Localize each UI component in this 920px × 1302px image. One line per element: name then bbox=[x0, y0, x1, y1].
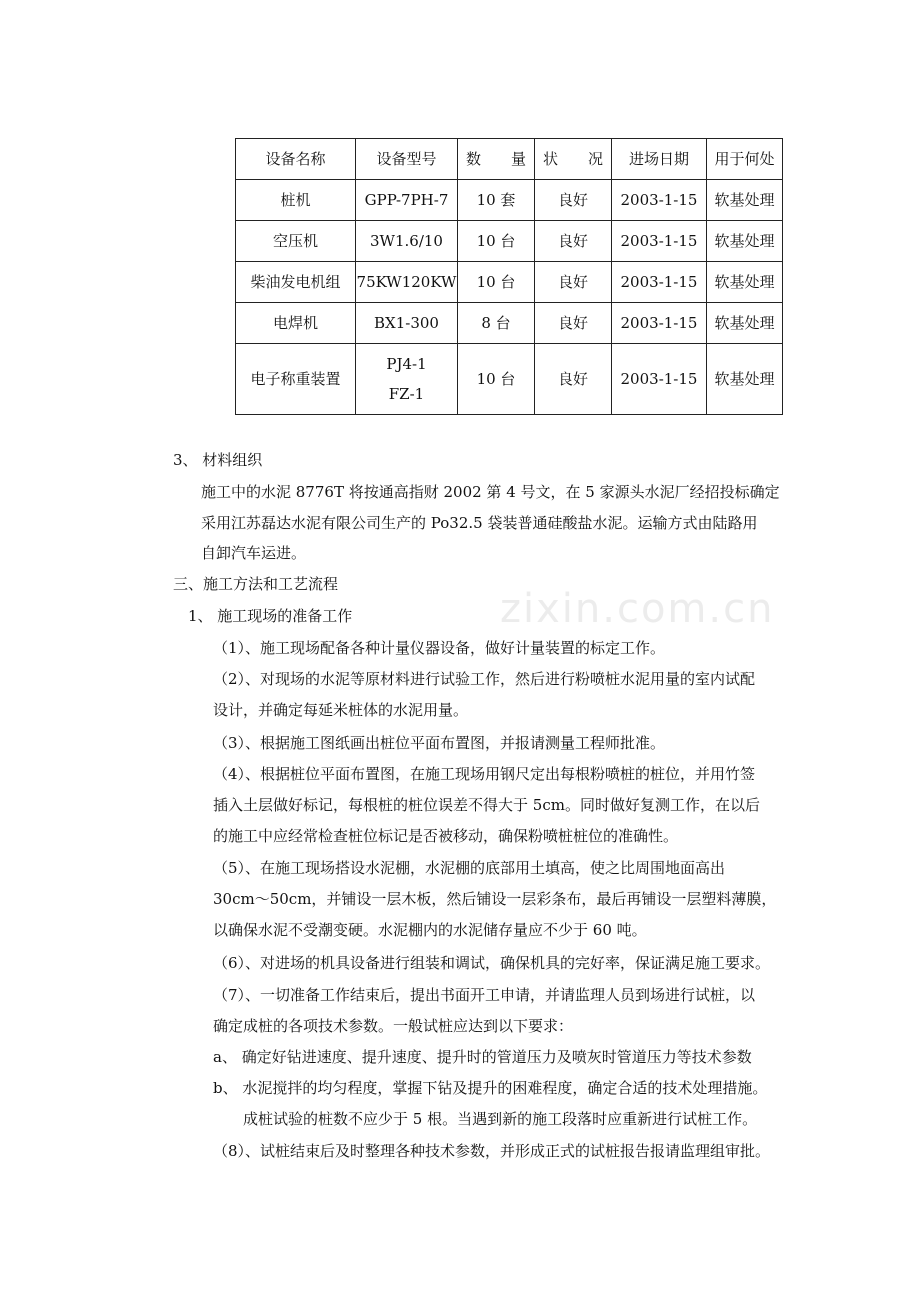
list-item-cont: 设计，并确定每延米桩体的水泥用量。 bbox=[213, 701, 469, 719]
cell-usage: 软基处理 bbox=[707, 344, 783, 415]
chapter-heading: 三、施工方法和工艺流程 bbox=[173, 575, 339, 593]
list-item-cont: 确定成桩的各项技术参数。一般试桩应达到以下要求： bbox=[213, 1017, 574, 1035]
cell-quantity: 10 台 bbox=[458, 262, 535, 303]
list-item-cont: 的施工中应经常检查桩位标记是否被移动，确保粉喷桩桩位的准确性。 bbox=[213, 827, 679, 845]
list-item: （2）、对现场的水泥等原材料进行试验工作，然后进行粉喷桩水泥用量的室内试配 bbox=[213, 670, 756, 688]
table-row bbox=[236, 221, 783, 262]
list-item: （6）、对进场的机具设备进行组装和调试，确保机具的完好率，保证满足施工要求。 bbox=[213, 954, 771, 972]
table-row bbox=[236, 344, 783, 415]
header-quantity: 数 量 bbox=[458, 139, 535, 180]
table-row bbox=[236, 303, 783, 344]
list-item-cont: 以确保水泥不受潮变硬。水泥棚内的水泥储存量应不少于 60 吨。 bbox=[213, 921, 647, 939]
list-item: （8）、试桩结束后及时整理各种技术参数，并形成正式的试桩报告报请监理组审批。 bbox=[213, 1142, 771, 1160]
cell-name: 柴油发电机组 bbox=[236, 262, 356, 303]
cell-status: 良好 bbox=[535, 303, 612, 344]
cell-usage: 软基处理 bbox=[707, 221, 783, 262]
list-item-cont: 插入土层做好标记，每根桩的桩位误差不得大于 5cm。同时做好复测工作，在以后 bbox=[213, 796, 760, 814]
cell-date: 2003-1-15 bbox=[612, 303, 707, 344]
list-item: （7）、一切准备工作结束后，提出书面开工申请，并请监理人员到场进行试桩，以 bbox=[213, 986, 756, 1004]
cell-status: 良好 bbox=[535, 221, 612, 262]
header-equipment-model: 设备型号 bbox=[356, 139, 458, 180]
sub-list-item-cont: 成桩试验的桩数不应少于 5 根。当遇到新的施工段落时应重新进行试桩工作。 bbox=[243, 1110, 758, 1128]
subsection-heading: 1、 施工现场的准备工作 bbox=[188, 607, 353, 625]
list-item: （5）、在施工现场搭设水泥棚，水泥棚的底部用土填高，使之比周围地面高出 bbox=[213, 859, 726, 877]
cell-usage: 软基处理 bbox=[707, 262, 783, 303]
table-row bbox=[236, 262, 783, 303]
list-item-cont: 30cm～50cm，并铺设一层木板，然后铺设一层彩条布，最后再铺设一层塑料薄膜， bbox=[213, 890, 777, 908]
cell-name: 电子称重装置 bbox=[236, 344, 356, 415]
cell-model: GPP-7PH-7 bbox=[356, 180, 458, 221]
table-row bbox=[236, 180, 783, 221]
cell-name: 空压机 bbox=[236, 221, 356, 262]
list-item: （3）、根据施工图纸画出桩位平面布置图，并报请测量工程师批准。 bbox=[213, 734, 666, 752]
cell-date: 2003-1-15 bbox=[612, 221, 707, 262]
cell-model: PJ4-1 FZ-1 bbox=[356, 344, 458, 415]
table-header-row bbox=[236, 139, 783, 180]
cell-quantity: 10 台 bbox=[458, 344, 535, 415]
paragraph-line: 施工中的水泥 8776T 将按通高指财 2002 第 4 号文，在 5 家源头水泥厂经招投标确定 bbox=[201, 483, 780, 501]
section-heading: 3、 材料组织 bbox=[173, 451, 263, 469]
cell-status: 良好 bbox=[535, 344, 612, 415]
list-item: （4）、根据桩位平面布置图，在施工现场用钢尺定出每根粉喷桩的桩位，并用竹签 bbox=[213, 765, 756, 783]
cell-date: 2003-1-15 bbox=[612, 262, 707, 303]
header-equipment-name: 设备名称 bbox=[236, 139, 356, 180]
paragraph-line: 自卸汽车运进。 bbox=[201, 544, 307, 562]
cell-usage: 软基处理 bbox=[707, 303, 783, 344]
cell-quantity: 10 台 bbox=[458, 221, 535, 262]
header-usage: 用于何处 bbox=[707, 139, 783, 180]
cell-status: 良好 bbox=[535, 262, 612, 303]
sub-list-item: b、 水泥搅拌的均匀程度，掌握下钻及提升的困难程度，确定合适的技术处理措施。 bbox=[213, 1079, 768, 1097]
cell-date: 2003-1-15 bbox=[612, 180, 707, 221]
cell-usage: 软基处理 bbox=[707, 180, 783, 221]
cell-date: 2003-1-15 bbox=[612, 344, 707, 415]
paragraph-line: 采用江苏磊达水泥有限公司生产的 Po32.5 袋装普通硅酸盐水泥。运输方式由陆路用 bbox=[201, 514, 758, 532]
cell-model: 3W1.6/10 bbox=[356, 221, 458, 262]
header-entry-date: 进场日期 bbox=[612, 139, 707, 180]
cell-quantity: 10 套 bbox=[458, 180, 535, 221]
sub-list-item: a、 确定好钻进速度、提升速度、提升时的管道压力及喷灰时管道压力等技术参数 bbox=[213, 1048, 752, 1066]
header-status: 状 况 bbox=[535, 139, 612, 180]
cell-quantity: 8 台 bbox=[458, 303, 535, 344]
watermark-text: zixin.com.cn bbox=[500, 586, 775, 632]
cell-status: 良好 bbox=[535, 180, 612, 221]
cell-model: BX1-300 bbox=[356, 303, 458, 344]
cell-name: 桩机 bbox=[236, 180, 356, 221]
equipment-table bbox=[235, 138, 783, 415]
cell-model: 75KW120KW bbox=[356, 262, 458, 303]
cell-name: 电焊机 bbox=[236, 303, 356, 344]
list-item: （1）、施工现场配备各种计量仪器设备，做好计量装置的标定工作。 bbox=[213, 639, 666, 657]
